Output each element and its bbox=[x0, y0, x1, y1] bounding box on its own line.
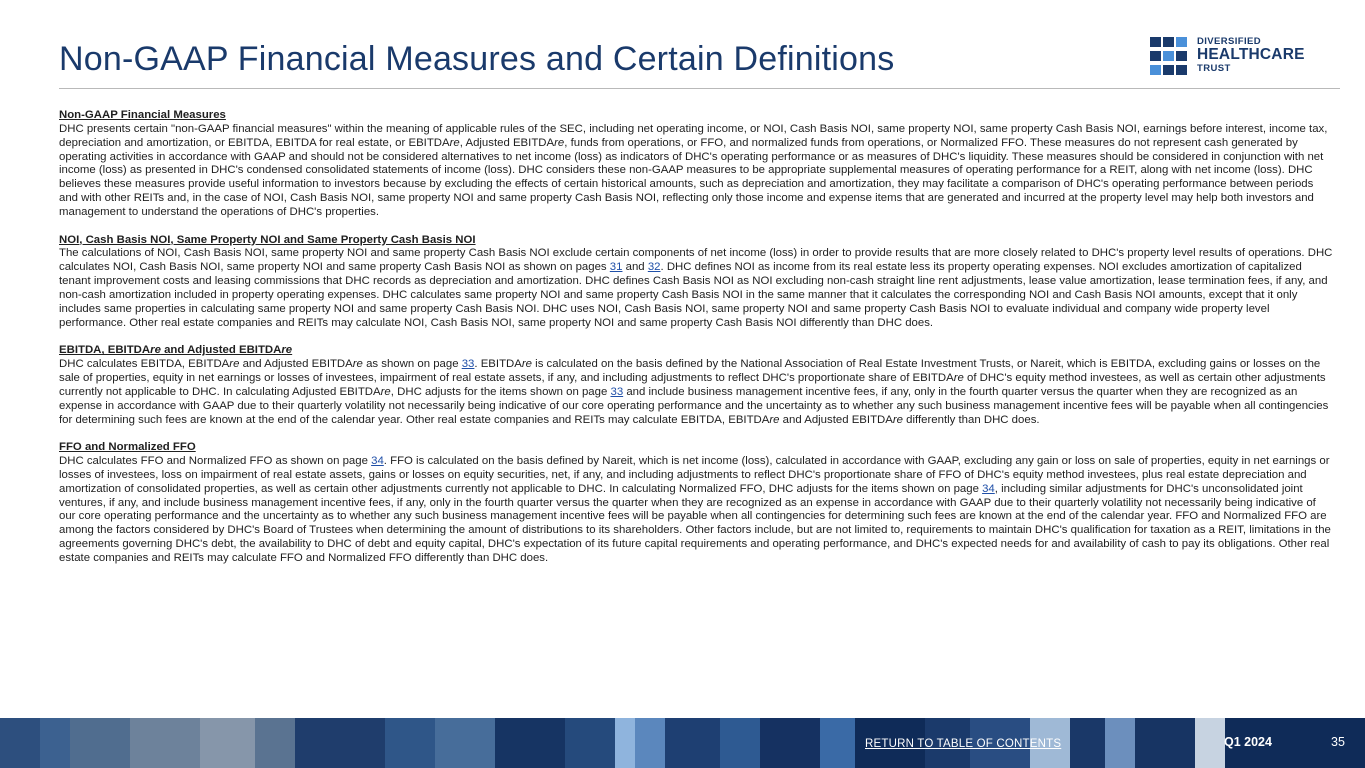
heading-run: FFO and Normalized FFO bbox=[59, 441, 196, 454]
title-divider bbox=[59, 88, 1340, 89]
heading-run: and Adjusted EBITDA bbox=[160, 344, 282, 357]
footer-image-strip bbox=[200, 718, 255, 768]
logo-line-3: TRUST bbox=[1197, 63, 1231, 74]
body-text-run: re bbox=[521, 358, 532, 371]
logo-line-1: DIVERSIFIED bbox=[1197, 36, 1262, 47]
body-text-run: and include business management incentive fees, if any, only in the fourth quarter versus the quarter when they are recognized as an expense in accordance with GAAP due to their quarterly volatility not necessarily being indicative of our core operating performance and the uncertainty as to whether any such business management incentive fees will be payable when all contingencies for determining such fees are known at the end of the calendar year. Other real estate companies and REITs may calculate EBITDA, EBITDA bbox=[59, 385, 1329, 426]
footer-image-strip bbox=[130, 718, 200, 768]
body-text-run: and Adjusted EBITDA bbox=[239, 358, 353, 371]
logo-square bbox=[1163, 37, 1174, 47]
heading-run: EBITDA, EBITDA bbox=[59, 344, 151, 357]
body-text-run: differently than DHC does. bbox=[903, 413, 1040, 426]
quarter-label: Q1 2024 bbox=[1224, 735, 1272, 749]
definition-section bbox=[59, 344, 1335, 427]
section-body bbox=[59, 455, 1335, 566]
body-text-run: , Adjusted EBITDA bbox=[459, 136, 555, 149]
logo-square bbox=[1150, 65, 1161, 75]
footer-image-strip bbox=[635, 718, 665, 768]
body-text-run: . EBITDA bbox=[474, 358, 522, 371]
body-text-run: re bbox=[449, 136, 460, 149]
section-heading bbox=[59, 109, 1335, 123]
body-text-run: . DHC defines NOI as income from its real estate less its property operating expenses. NOI excludes amortization of capitalized tenant improvement costs and leasing commissions that DHC records as depreciation and amortization. DHC defines Cash Basis NOI as NOI excluding non-cash straight line rent adjustments, lease value amortization, lease termination fees, if any, and non-cash amortization included in property operating expenses. DHC calculates same property NOI and same property Cash Basis NOI in the same manner that it calculates the corresponding NOI and Cash Basis NOI amounts, except that it only includes same properties in calculating same property NOI and same property Cash Basis NOI. DHC uses NOI, Cash Basis NOI, same property NOI and same property Cash Basis NOI to evaluate individual and company wide property level performance. Other real estate companies and REITs may calculate NOI, Cash Basis NOI, same property NOI and same property Cash Basis NOI differently than DHC does. bbox=[59, 261, 1328, 329]
definition-section bbox=[59, 234, 1335, 331]
body-text-run: The calculations of NOI, Cash Basis NOI, same property NOI and same property Cash Basis NOI exclude certain components of net income (loss) in order to provide results that are more closely related to DHC's property level results of operations. DHC calculates NOI, Cash Basis NOI, same property NOI and same property Cash Basis NOI as shown on pages bbox=[59, 247, 1333, 274]
page-reference-link[interactable]: 34 bbox=[982, 482, 995, 495]
footer-image-strip bbox=[720, 718, 760, 768]
body-text-run: . FFO is calculated on the basis defined by Nareit, which is net income (loss), calculated in accordance with GAAP, excluding any gain or loss on sale of properties, equity in net earnings or losses of investees, loss on impairment of real estate assets, gains or losses on equity securities, net, if any, and including adjustments to reflect DHC's proportionate share of FFO of DHC's equity method investees, plus real estate depreciation and amortization of consolidated properties, as well as certain other adjustments currently not applicable to DHC. In calculating Normalized FFO, DHC adjusts for the items shown on page bbox=[59, 455, 1330, 495]
body-text-run: DHC calculates FFO and Normalized FFO as shown on page bbox=[59, 455, 372, 468]
page-reference-link[interactable]: 34 bbox=[371, 455, 384, 468]
heading-run: re bbox=[281, 344, 293, 357]
page-title: Non-GAAP Financial Measures and Certain Definitions bbox=[59, 40, 895, 78]
body-text-run: re bbox=[892, 413, 903, 426]
body-text-run: re bbox=[352, 358, 363, 371]
logo-square bbox=[1150, 51, 1161, 61]
logo-square bbox=[1176, 65, 1187, 75]
body-text-run: DHC presents certain "non-GAAP financial measures" within the meaning of applicable rules of the SEC, including net operating income, or NOI, Cash Basis NOI, same property NOI, same property Cash Basis NOI, earnings before interest, income tax, depreciation and amortization, or EBITDA, EBITDA for real estate, or EBITDA bbox=[59, 122, 1328, 149]
company-logo bbox=[1150, 36, 1340, 76]
footer-image-strip bbox=[565, 718, 615, 768]
logo-square bbox=[1163, 51, 1174, 61]
body-text-run: is calculated on the basis defined by the National Association of Real Estate Investment Trusts, or Nareit, which is EBITDA, excluding gains or losses on the sale of properties, equity in net earnings or losses of investees, impairment of real estate assets, if any, and including adjustments to reflect DHC's proportionate share of EBITDA bbox=[59, 358, 1321, 385]
body-text-run: and bbox=[622, 261, 648, 274]
footer-image-strip bbox=[1070, 718, 1105, 768]
logo-square bbox=[1176, 37, 1187, 47]
heading-run: Non-GAAP Financial Measures bbox=[59, 109, 226, 121]
footer-image-strip bbox=[1135, 718, 1195, 768]
footer-image-strip bbox=[0, 718, 40, 768]
body-text-run: DHC calculates EBITDA, EBITDA bbox=[59, 358, 230, 371]
section-body bbox=[59, 358, 1335, 427]
footer-band bbox=[0, 718, 1365, 768]
definition-section bbox=[59, 441, 1335, 566]
section-heading bbox=[59, 234, 1335, 248]
body-text-run: , DHC adjusts for the items shown on page bbox=[390, 385, 611, 398]
section-body bbox=[59, 123, 1335, 220]
footer-image-strip bbox=[295, 718, 385, 768]
body-text-run: of DHC's equity method investees, as well as certain other adjustments currently not applicable to DHC. In calculating Adjusted EBITDA bbox=[59, 372, 1326, 398]
footer-image-strip bbox=[70, 718, 130, 768]
page-reference-link[interactable]: 32 bbox=[647, 261, 661, 274]
logo-square bbox=[1163, 65, 1174, 75]
section-heading bbox=[59, 441, 1335, 455]
section-body bbox=[59, 247, 1335, 330]
logo-square bbox=[1176, 51, 1187, 61]
body-text-run: re bbox=[554, 136, 565, 149]
footer-image-strip bbox=[40, 718, 70, 768]
body-text-run: re bbox=[953, 372, 964, 385]
footer-image-strip bbox=[385, 718, 435, 768]
footer-image-strip bbox=[1105, 718, 1135, 768]
page-number: 35 bbox=[1331, 735, 1345, 749]
logo-line-2: HEALTHCARE bbox=[1197, 46, 1305, 63]
heading-run: NOI, Cash Basis NOI, Same Property NOI and Same Property Cash Basis NOI bbox=[59, 233, 476, 246]
body-text-run: , including similar adjustments for DHC's unconsolidated joint ventures, if any, and include business management incentive fees, if any, only in the fourth quarter versus the quarter when they are recognized as an expense in accordance with GAAP due to their quarterly volatility not necessarily being indicative of our core operating performance and the uncertainty as to whether any such business management incentive fees will be payable when all contingencies for determining such fees are known at the end of the calendar year. FFO and Normalized FFO are among the factors considered by DHC's Board of Trustees when determining the amount of distributions to its shareholders. Other factors include, but are not limited to, requirements to maintain DHC's qualification for taxation as a REIT, limitations in the agreements governing DHC's debt, the availability to DHC of debt and equity capital, DHC's expectation of its future capital requirements and operating performance, and DHC's expected needs for and availability of cash to pay its obligations. Other real estate companies and REITs may calculate FFO and Normalized FFO differently than DHC does. bbox=[59, 482, 1331, 564]
body-text-run: and Adjusted EBITDA bbox=[779, 413, 893, 426]
logo-wordmark bbox=[1197, 36, 1305, 74]
definition-section bbox=[59, 109, 1335, 220]
body-text-run: as shown on page bbox=[362, 358, 462, 371]
body-text-run: re bbox=[769, 413, 780, 426]
page-reference-link[interactable]: 33 bbox=[461, 358, 475, 371]
footer-image-strip bbox=[820, 718, 855, 768]
page-reference-link[interactable]: 31 bbox=[609, 261, 623, 274]
footer-image-strip bbox=[495, 718, 565, 768]
footer-image-strip bbox=[255, 718, 295, 768]
footer-image-strip bbox=[435, 718, 495, 768]
footer-image-strip bbox=[615, 718, 635, 768]
body-text-run: re bbox=[229, 358, 240, 371]
definitions-content bbox=[59, 109, 1335, 580]
body-text-run: re bbox=[380, 385, 391, 398]
footer-image-strip bbox=[665, 718, 720, 768]
return-to-toc-link[interactable]: RETURN TO TABLE OF CONTENTS bbox=[865, 738, 1062, 750]
logo-square bbox=[1150, 37, 1161, 47]
footer-image-strip bbox=[760, 718, 820, 768]
body-text-run: , funds from operations, or FFO, and normalized funds from operations, or Normalized FFO. These measures do not represent cash generated by operating activities in accordance with GAAP and should not be considered alternatives to net income (loss) as indicators of DHC's operating performance or as measures of DHC's liquidity. These measures should be considered in conjunction with net income (loss) as presented in DHC's condensed consolidated statements of income (loss). DHC considers these non-GAAP measures to be appropriate supplemental measures of operating performance for a REIT, along with net income (loss). DHC believes these measures provide useful information to investors because by excluding the effects of certain historical amounts, such as depreciation and amortization, they may facilitate a comparison of DHC's operating performance between periods and with other REITs and, in the case of NOI, Cash Basis NOI, same property NOI and same property Cash Basis NOI, reflecting only those income and expense items that are generated and incurred at the property level may help both investors and management to understand the operations of DHC's properties. bbox=[59, 136, 1324, 218]
dhc-grid-logo-icon bbox=[1150, 37, 1190, 75]
footer-image-strip bbox=[1195, 718, 1225, 768]
page-reference-link[interactable]: 33 bbox=[610, 385, 624, 398]
heading-run: re bbox=[150, 344, 161, 357]
section-heading bbox=[59, 344, 1335, 358]
